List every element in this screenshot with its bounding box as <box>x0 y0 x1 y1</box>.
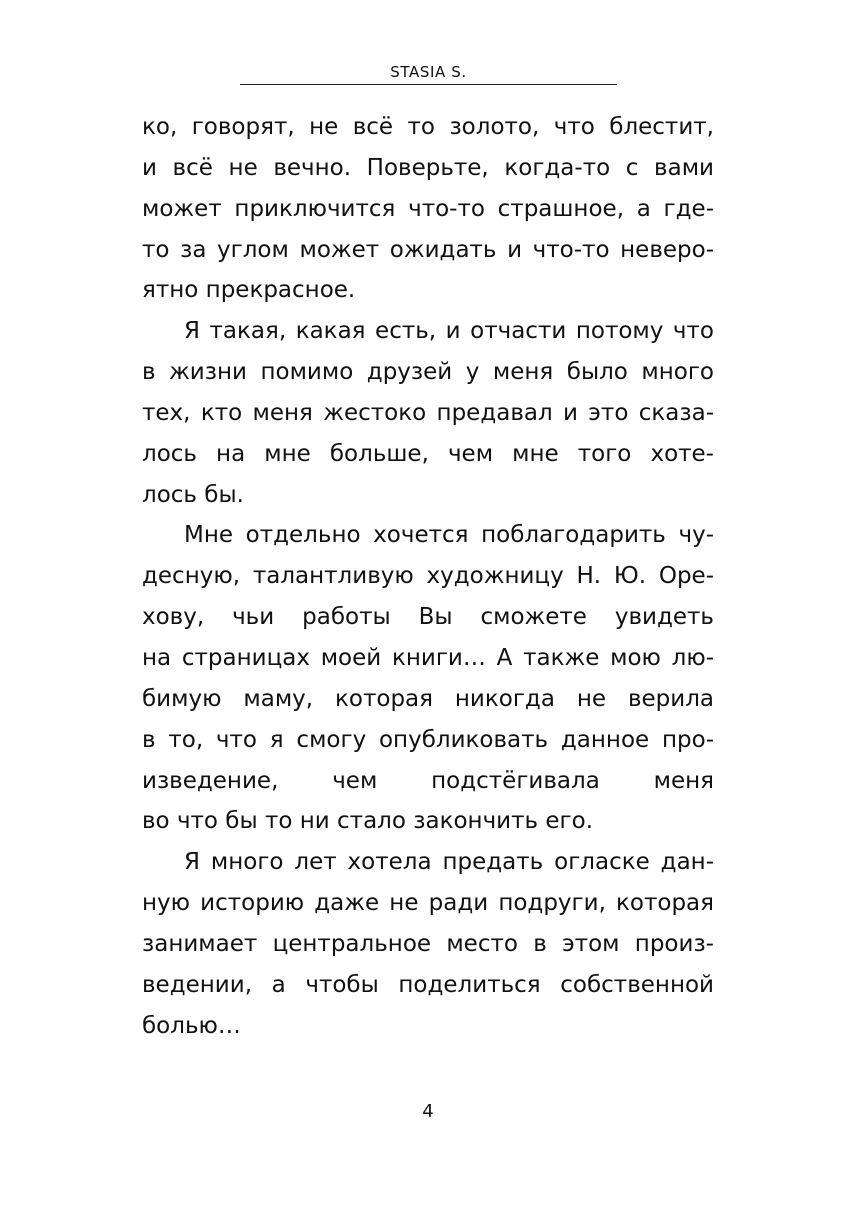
text-line: и всё не вечно. Поверьте, когда-то с вами <box>142 154 714 181</box>
text-line: Мне отдельно хочется поблагодарить чу- <box>184 522 714 549</box>
text-line: в то, что я смогу опубликовать данное про- <box>142 726 714 753</box>
text-line: ную историю даже не ради подруги, которая <box>142 890 714 917</box>
text-line: ко, говорят, не всё то золото, что блестит, <box>142 114 714 140</box>
text-line: Я много лет хотела предать огласке дан- <box>184 849 714 876</box>
text-line: тех, кто меня жестоко предавал и это сказа- <box>142 399 714 426</box>
text-line: на страницах моей книги… А также мою лю- <box>142 644 714 671</box>
text-line: ятно прекрасное. <box>142 277 356 304</box>
author-name: STASIA S. <box>390 63 467 81</box>
text-line: может приключится что-то страшное, а где- <box>142 195 714 222</box>
text-line: бимую маму, которая никогда не верила <box>142 685 714 712</box>
text-line: занимает центральное место в этом произ- <box>142 930 714 957</box>
header-rule <box>240 84 617 85</box>
text-line: лось бы. <box>142 481 244 508</box>
text-line: болью… <box>142 1012 241 1039</box>
text-line: лось на мне больше, чем мне того хоте- <box>142 440 714 467</box>
text-line: в жизни помимо друзей у меня было много <box>142 359 714 386</box>
page-number: 4 <box>422 1101 434 1122</box>
running-header <box>240 62 617 85</box>
page-body <box>142 107 714 1046</box>
text-line: ведении, а чтобы поделиться собственной <box>142 971 714 998</box>
text-line: изведение, чем подстёгивала меня <box>142 767 714 794</box>
text-line: Я такая, какая есть, и отчасти потому что <box>184 318 714 345</box>
text-line: во что бы то ни стало закончить его. <box>142 808 594 835</box>
text-line: то за углом может ожидать и что-то неверо- <box>142 236 714 263</box>
text-line: десную, талантливую художницу Н. Ю. Оре- <box>142 563 714 590</box>
text-line: хову, чьи работы Вы сможете увидеть <box>142 604 714 631</box>
